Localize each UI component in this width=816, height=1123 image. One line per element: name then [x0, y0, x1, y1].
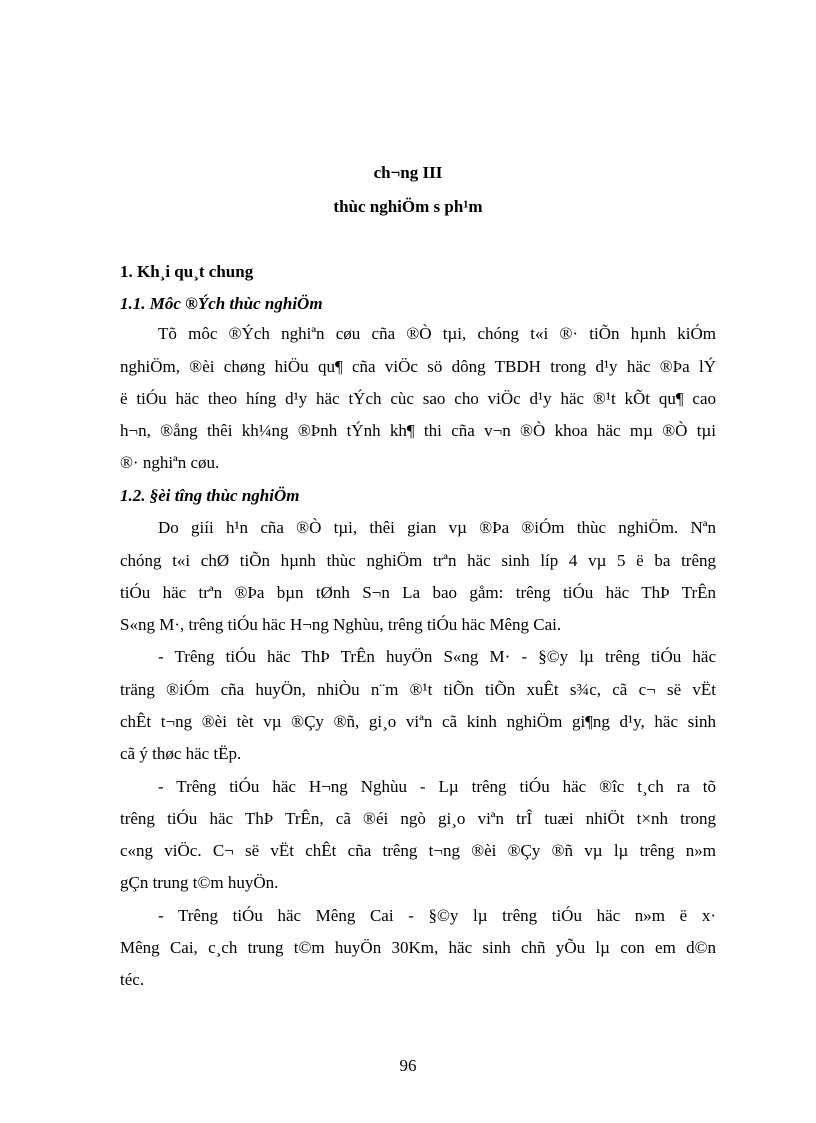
section-1-1-heading: 1.1. Môc ®Ých thùc nghiÖm	[120, 294, 323, 313]
paragraph-line: ®· nghiªn cøu.	[120, 453, 220, 472]
paragraph-line: nghiÖm, ®èi chøng hiÖu qu¶ cña viÖc sö dông TBDH trong d¹y häc ®Þa lÝ	[120, 357, 716, 376]
paragraph-line: träng ®iÓm cña huyÖn, nhiÒu n¨m ®¹t tiÕn tiÕn xuÊt s¾c, cã c¬ së vËt	[120, 680, 716, 699]
paragraph-line: ë tiÓu häc theo híng d¹y häc tÝch cùc sao cho viÖc d¹y häc ®¹t kÕt qu¶ cao	[120, 389, 716, 408]
paragraph-line: - Trêng tiÓu häc ThÞ TrÊn huyÖn S«ng M· - §©y lµ trêng tiÓu häc	[158, 647, 716, 666]
paragraph-line: Do giíi h¹n cña ®Ò tµi, thêi gian vµ ®Þa ®iÓm thùc nghiÖm. Nªn	[158, 518, 716, 537]
section-1-heading: 1. Kh¸i qu¸t chung	[120, 262, 254, 281]
paragraph-line: h¬n, ®ång thêi kh¼ng ®Þnh tÝnh kh¶ thi cña v¬n ®Ò khoa häc mµ ®Ò tµi	[120, 421, 716, 440]
paragraph-line: chÊt t¬ng ®èi tèt vµ ®Çy ®ñ, gi¸o viªn cã kinh nghiÖm gi¶ng d¹y, häc sinh	[120, 712, 716, 731]
section-1-2-heading: 1.2. §èi tîng thùc nghiÖm	[120, 486, 300, 505]
chapter-number: ch¬ng III	[373, 163, 443, 182]
paragraph-line: cã ý thøc häc tËp.	[120, 744, 242, 763]
paragraph-line: tiÓu häc trªn ®Þa bµn tØnh S¬n La bao gåm: trêng tiÓu häc ThÞ TrÊn	[120, 583, 716, 602]
paragraph-line: c«ng viÖc. C¬ së vËt chÊt cña trêng t¬ng ®èi ®Çy ®ñ vµ lµ trêng n»m	[120, 841, 716, 860]
paragraph-line: gÇn trung t©m huyÖn.	[120, 873, 279, 892]
page-number: 96	[399, 1056, 417, 1075]
paragraph-line: S«ng M·, trêng tiÓu häc H¬ng Nghùu, trêng tiÓu häc Mêng Cai.	[120, 615, 562, 634]
paragraph-line: trêng tiÓu häc ThÞ TrÊn, cã ®éi ngò gi¸o viªn trÎ tuæi nhiÖt t×nh trong	[120, 809, 716, 828]
paragraph-line: - Trêng tiÓu häc H¬ng Nghùu - Lµ trêng tiÓu häc ®îc t¸ch ra tõ	[158, 777, 716, 796]
paragraph-line: Mêng Cai, c¸ch trung t©m huyÖn 30Km, häc sinh chñ yÕu lµ con em d©n	[120, 938, 716, 957]
paragraph-line: chóng t«i chØ tiÕn hµnh thùc nghiÖm trªn häc sinh líp 4 vµ 5 ë ba trêng	[120, 551, 716, 570]
paragraph-line: - Trêng tiÓu häc Mêng Cai - §©y lµ trêng tiÓu häc n»m ë x·	[158, 906, 716, 925]
paragraph-line: téc.	[120, 970, 145, 989]
chapter-title: thùc nghiÖm s ph¹m	[333, 197, 483, 216]
paragraph-line: Tõ môc ®Ých nghiªn cøu cña ®Ò tµi, chóng t«i ®· tiÕn hµnh kiÓm	[158, 324, 716, 343]
